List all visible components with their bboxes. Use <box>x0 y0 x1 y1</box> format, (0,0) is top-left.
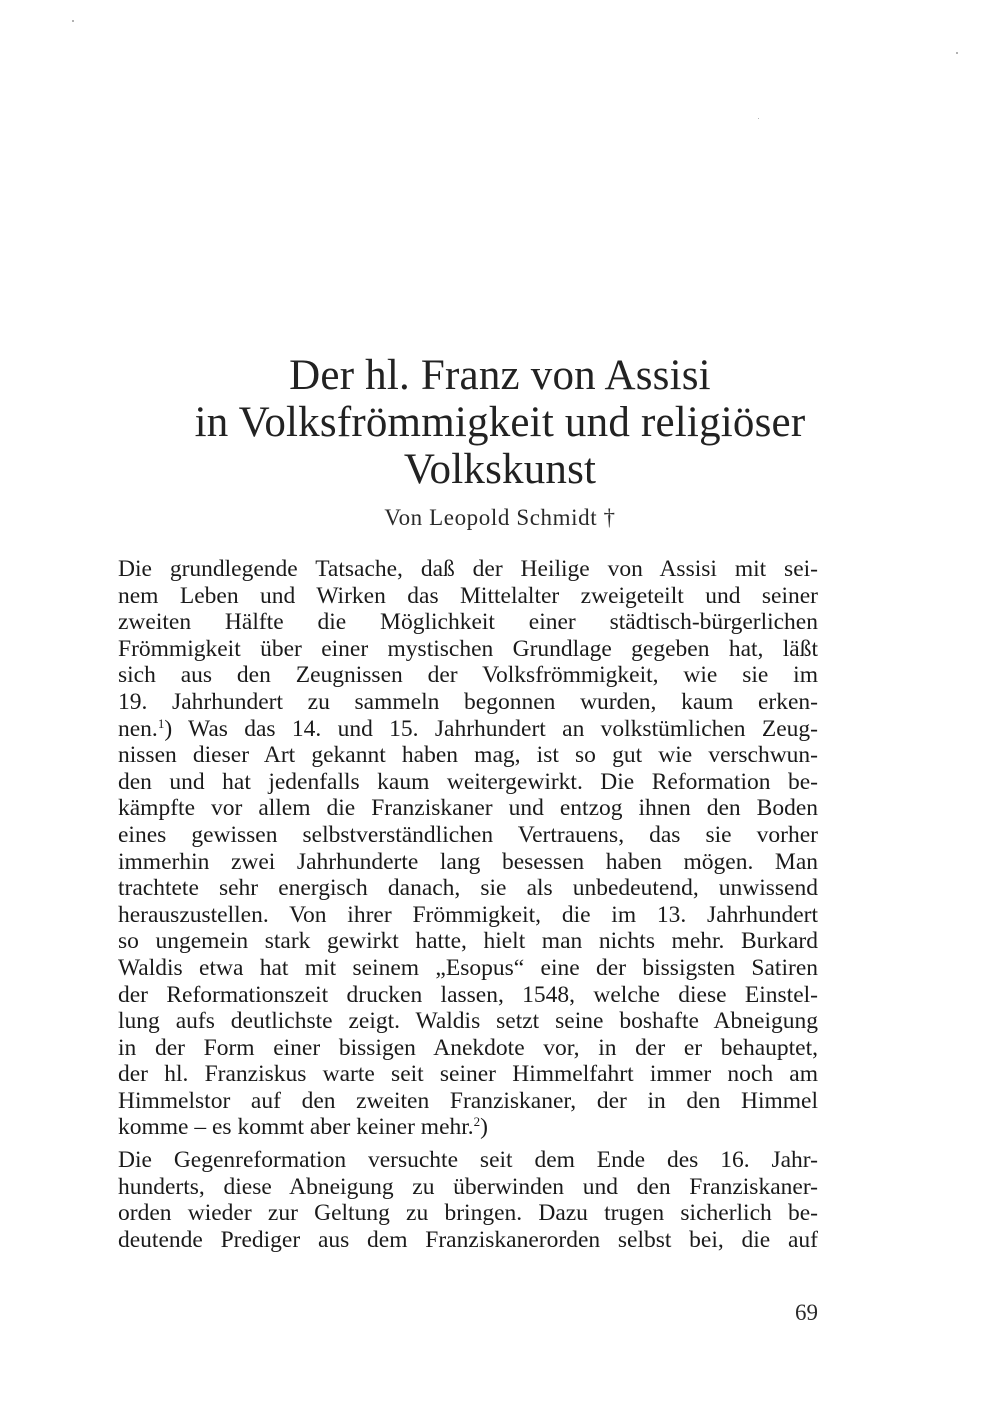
text-line: trachtete sehr energisch danach, sie als unbedeutend, unwissend <box>118 875 818 902</box>
text-run: ) <box>480 1114 488 1141</box>
text-line: sich aus den Zeugnissen der Volksfrömmigkeit, wie sie im <box>118 662 818 689</box>
text-line: orden wieder zur Geltung zu bringen. Dazu trugen sicherlich be- <box>118 1200 818 1227</box>
text-line: eines gewissen selbstverständlichen Vertrauens, das sie vorher <box>118 821 818 848</box>
text-line: der hl. Franziskus warte seit seiner Himmelfahrt immer noch am <box>118 1061 818 1088</box>
article-title <box>100 352 900 493</box>
text-line: Waldis etwa hat mit seinem „Esopus“ eine der bissigsten Satiren <box>118 954 818 981</box>
paragraph <box>118 1147 818 1253</box>
text-line: nissen dieser Art gekannt haben mag, ist so gut wie verschwun- <box>118 742 818 769</box>
scan-speck <box>956 52 958 54</box>
text-line: Die grundlegende Tatsache, daß der Heilige von Assisi mit sei- <box>118 556 818 582</box>
text-run: ) Was das 14. und 15. Jahrhundert an volkstümlichen Zeug- <box>164 715 818 742</box>
text-line: so ungemein stark gewirkt hatte, hielt man nichts mehr. Burkard <box>118 928 818 955</box>
text-line: den und hat jedenfalls kaum weitergewirkt. Die Reformation be- <box>118 768 818 795</box>
text-line: in der Form einer bissigen Anekdote vor, in der er behauptet, <box>118 1034 818 1061</box>
text-line: kämpfte vor allem die Franziskaner und entzog ihnen den Boden <box>118 795 818 822</box>
text-line: der Reformationszeit drucken lassen, 1548, welche diese Einstel- <box>118 981 818 1008</box>
footnote-ref[interactable]: 1 <box>157 715 165 731</box>
text-line: herauszustellen. Von ihrer Frömmigkeit, die im 13. Jahrhundert <box>118 901 818 928</box>
paragraph <box>118 556 818 1141</box>
text-line: zweiten Hälfte die Möglichkeit einer städtisch-bürgerlichen <box>118 609 818 636</box>
text-run: nen. <box>118 715 158 742</box>
article-body <box>118 556 818 1253</box>
text-line: deutende Prediger aus dem Franziskanerorden selbst bei, die auf <box>118 1226 818 1253</box>
text-line: Frömmigkeit über einer mystischen Grundlage gegeben hat, läßt <box>118 635 818 662</box>
title-line: in Volksfrömmigkeit und religiöser <box>194 399 806 446</box>
scan-speck <box>72 20 74 22</box>
text-line <box>118 716 818 743</box>
text-line: hunderts, diese Abneigung zu überwinden und den Franziskaner- <box>118 1173 818 1200</box>
text-line: Himmelstor auf den zweiten Franziskaner, der in den Himmel <box>118 1087 818 1114</box>
text-line: 19. Jahrhundert zu sammeln begonnen wurden, kaum erken- <box>118 688 818 715</box>
author-byline: Von Leopold Schmidt † <box>384 505 616 530</box>
text-line: nem Leben und Wirken das Mittelalter zweigeteilt und seiner <box>118 582 818 609</box>
title-line: Der hl. Franz von Assisi <box>289 352 711 399</box>
text-line <box>118 1114 818 1141</box>
text-run: komme – es kommt aber keiner mehr. <box>118 1114 474 1141</box>
scan-speck <box>758 118 759 119</box>
text-line: Die Gegenreformation versuchte seit dem Ende des 16. Jahr- <box>118 1147 818 1174</box>
footnote-ref[interactable]: 2 <box>473 1114 481 1130</box>
title-line: Volkskunst <box>403 446 597 493</box>
text-line: immerhin zwei Jahrhunderte lang besessen haben mögen. Man <box>118 848 818 875</box>
page-number: 69 <box>795 1300 818 1325</box>
text-line: lung aufs deutlichste zeigt. Waldis setzt seine boshafte Abneigung <box>118 1008 818 1035</box>
